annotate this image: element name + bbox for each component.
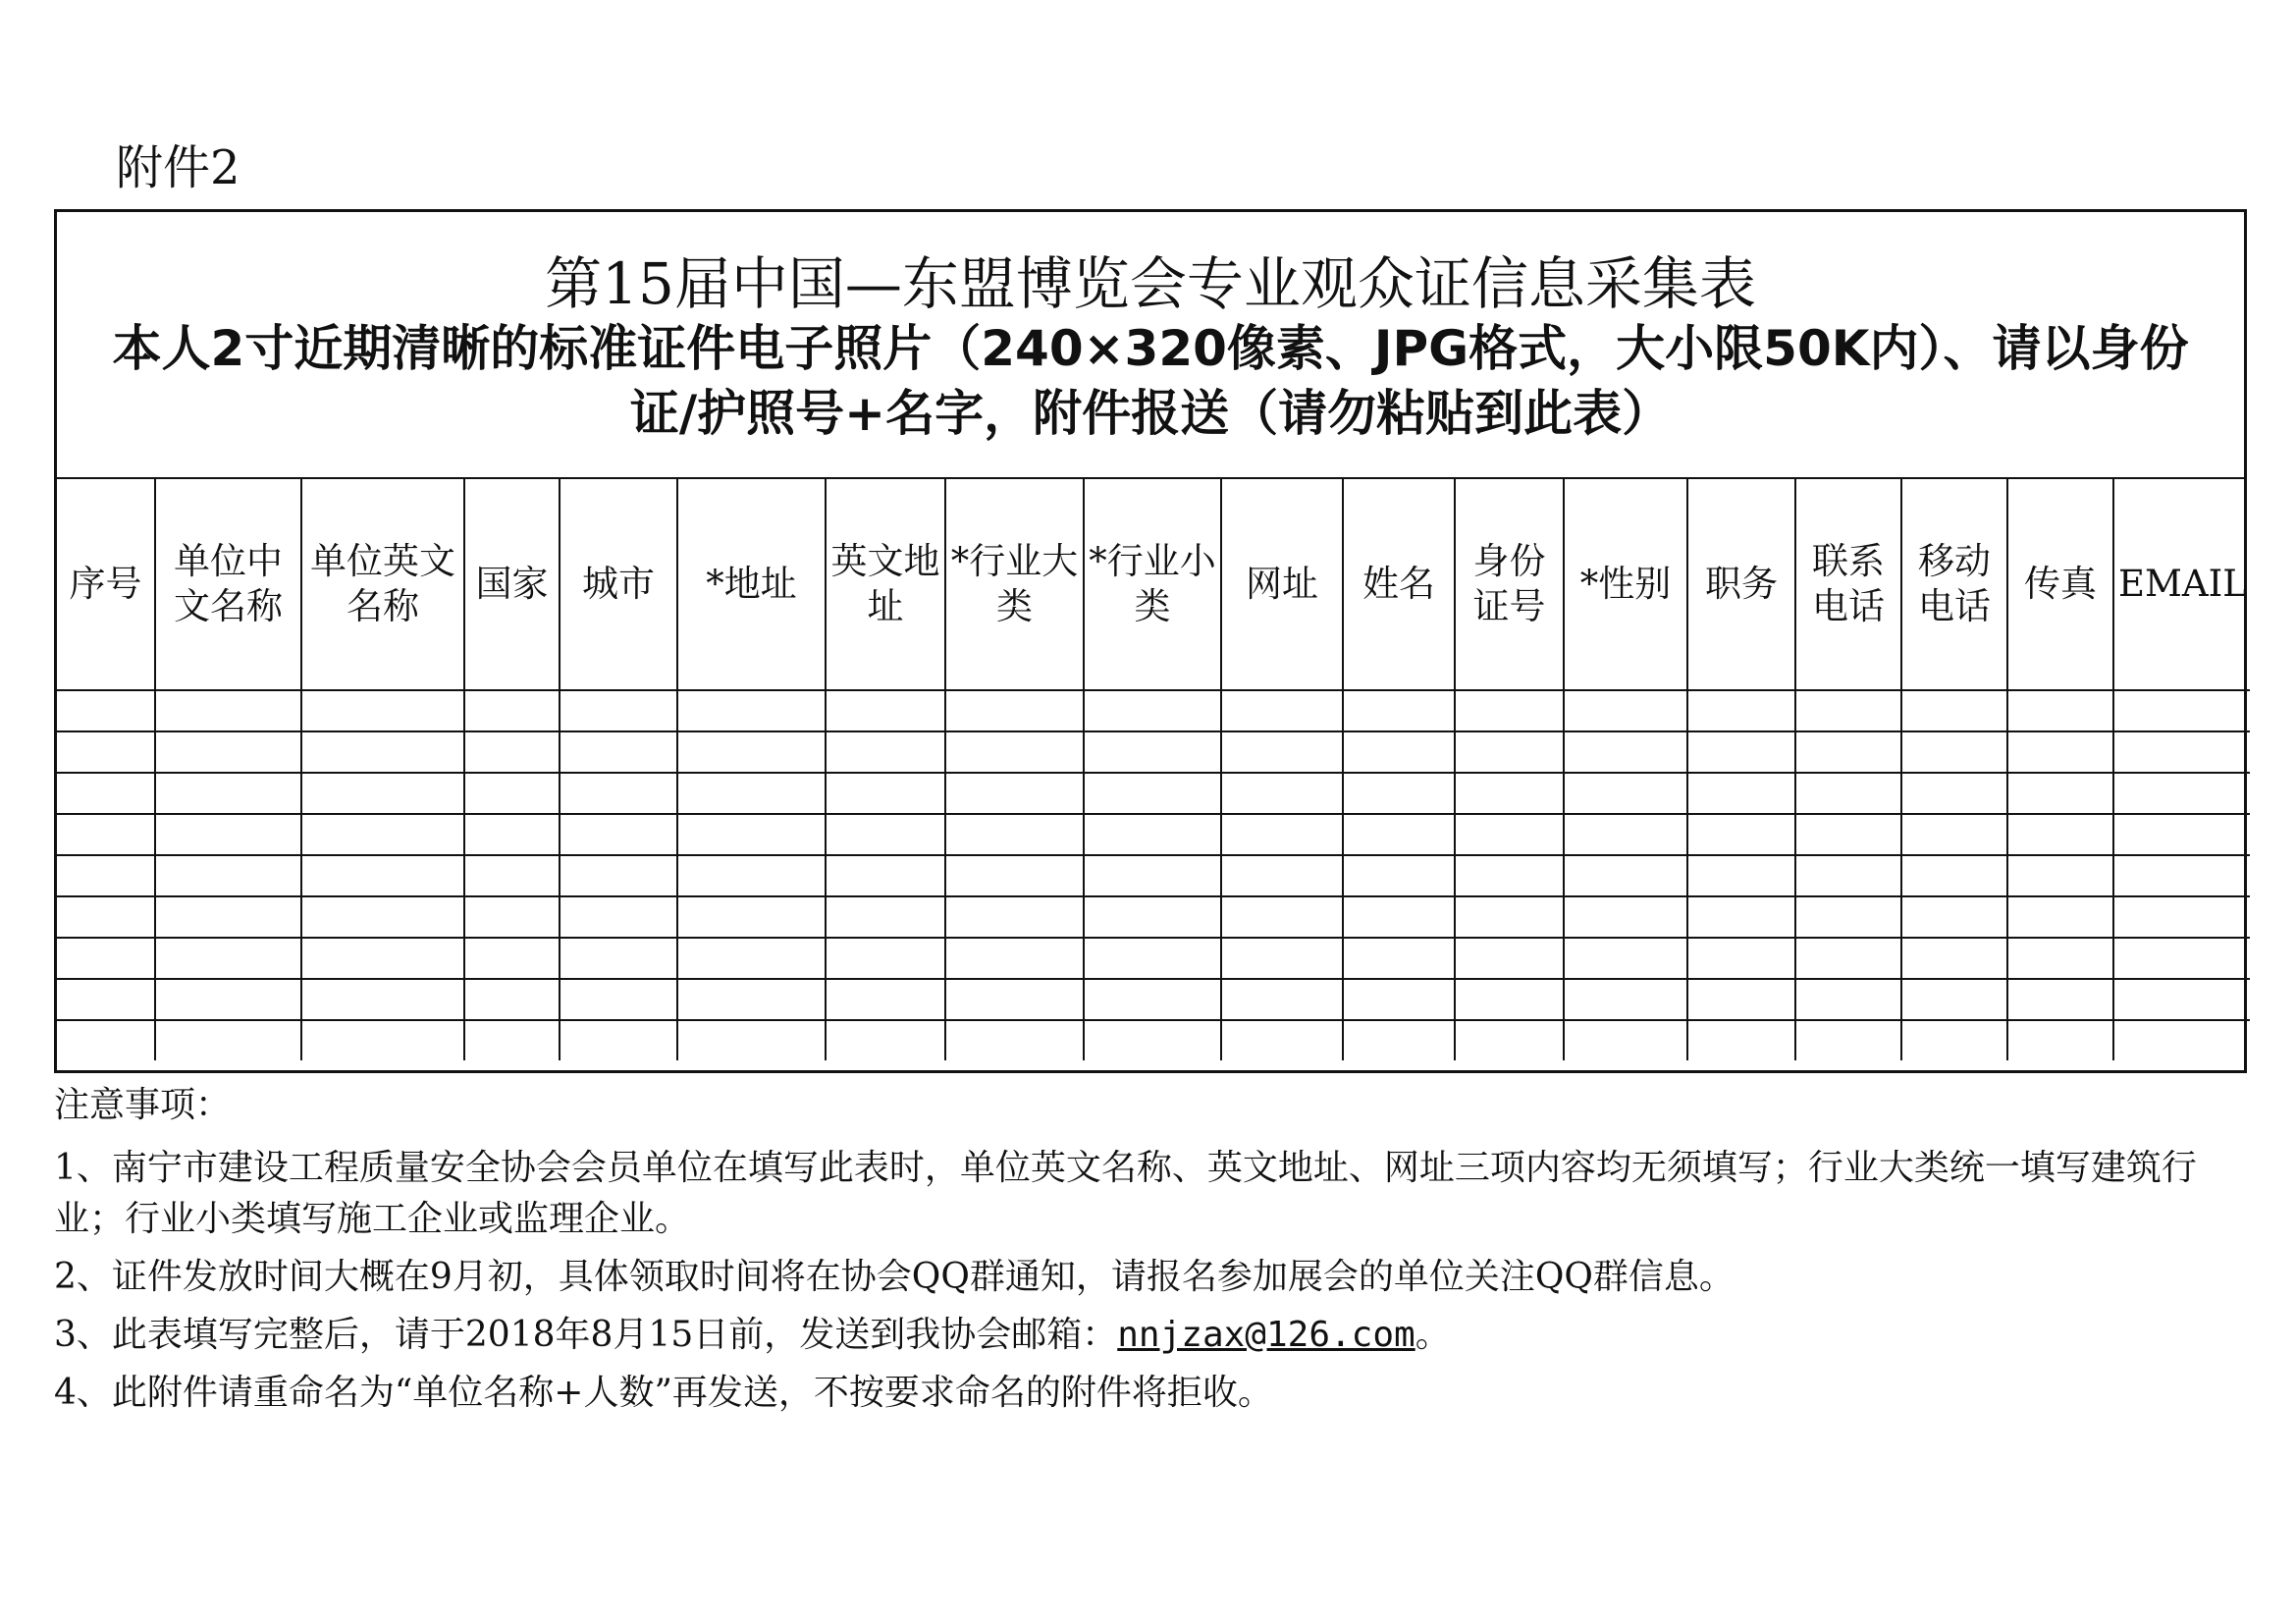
empty-cell[interactable] — [301, 855, 464, 896]
empty-cell[interactable] — [1687, 938, 1795, 979]
empty-cell[interactable] — [560, 731, 677, 773]
empty-cell[interactable] — [464, 896, 560, 938]
form-header — [57, 212, 2244, 479]
empty-cell[interactable] — [57, 896, 155, 938]
empty-cell[interactable] — [1455, 896, 1564, 938]
empty-cell[interactable] — [1343, 814, 1455, 855]
empty-cell[interactable] — [1084, 690, 1221, 731]
empty-cell[interactable] — [1084, 814, 1221, 855]
empty-cell[interactable] — [57, 773, 155, 814]
table-row — [57, 896, 2250, 938]
empty-cell[interactable] — [677, 814, 826, 855]
empty-cell[interactable] — [1084, 773, 1221, 814]
empty-cell[interactable] — [1901, 896, 2007, 938]
column-header: 联系电话 — [1795, 479, 1901, 690]
empty-cell[interactable] — [464, 1020, 560, 1060]
empty-cell[interactable] — [155, 938, 301, 979]
empty-cell[interactable] — [1687, 731, 1795, 773]
empty-cell[interactable] — [1564, 1020, 1687, 1060]
empty-cell[interactable] — [945, 1020, 1084, 1060]
empty-cell[interactable] — [1084, 896, 1221, 938]
empty-cell[interactable] — [1564, 979, 1687, 1020]
empty-cell[interactable] — [1343, 731, 1455, 773]
empty-cell[interactable] — [1687, 814, 1795, 855]
empty-cell[interactable] — [1564, 731, 1687, 773]
empty-cell[interactable] — [1343, 855, 1455, 896]
empty-cell[interactable] — [1455, 773, 1564, 814]
empty-cell[interactable] — [464, 938, 560, 979]
empty-cell[interactable] — [1795, 855, 1901, 896]
table-row — [57, 690, 2250, 731]
note-item — [54, 1310, 2253, 1361]
form-title: 第15届中国—东盟博览会专业观众证信息采集表 — [545, 250, 1756, 317]
column-header: 国家 — [464, 479, 560, 690]
empty-cell[interactable] — [1901, 938, 2007, 979]
notes-section — [54, 1080, 2253, 1426]
table-row — [57, 773, 2250, 814]
empty-cell[interactable] — [1564, 814, 1687, 855]
empty-cell[interactable] — [464, 773, 560, 814]
empty-cell[interactable] — [1343, 773, 1455, 814]
empty-cell[interactable] — [2007, 773, 2113, 814]
note-item: 2、证件发放时间大概在9月初，具体领取时间将在协会QQ群通知，请报名参加展会的单位关注QQ群信息。 — [54, 1257, 1735, 1297]
column-header: 身份证号 — [1455, 479, 1564, 690]
empty-cell[interactable] — [1795, 731, 1901, 773]
empty-cell[interactable] — [945, 773, 1084, 814]
note-text: 。 — [1415, 1315, 1451, 1355]
empty-cell[interactable] — [826, 690, 945, 731]
empty-cell[interactable] — [155, 773, 301, 814]
empty-cell[interactable] — [1795, 1020, 1901, 1060]
empty-cell[interactable] — [826, 731, 945, 773]
empty-cell[interactable] — [1564, 690, 1687, 731]
empty-cell[interactable] — [2007, 938, 2113, 979]
empty-cell[interactable] — [1221, 773, 1343, 814]
info-table — [57, 479, 2250, 1060]
column-header: EMAIL — [2113, 479, 2250, 690]
empty-cell[interactable] — [826, 896, 945, 938]
empty-cell[interactable] — [1343, 938, 1455, 979]
form-subtitle: 本人2寸近期清晰的标准证件电子照片（240×320像素、JPG格式，大小限50K内）、请以身份证/护照号+名字，附件报送（请勿粘贴到此表） — [112, 320, 2189, 442]
empty-cell[interactable] — [1455, 1020, 1564, 1060]
table-row — [57, 1020, 2250, 1060]
empty-cell[interactable] — [677, 896, 826, 938]
column-header: 职务 — [1687, 479, 1795, 690]
empty-cell[interactable] — [677, 690, 826, 731]
column-header: *行业大类 — [945, 479, 1084, 690]
empty-cell[interactable] — [677, 731, 826, 773]
empty-cell[interactable] — [1455, 855, 1564, 896]
empty-cell[interactable] — [1687, 1020, 1795, 1060]
table-row — [57, 979, 2250, 1020]
empty-cell[interactable] — [2113, 938, 2250, 979]
empty-cell[interactable] — [1795, 690, 1901, 731]
empty-cell[interactable] — [560, 938, 677, 979]
empty-cell[interactable] — [1687, 979, 1795, 1020]
empty-cell[interactable] — [945, 896, 1084, 938]
empty-cell[interactable] — [1901, 690, 2007, 731]
column-header: 英文地址 — [826, 479, 945, 690]
empty-cell[interactable] — [826, 979, 945, 1020]
empty-cell[interactable] — [1221, 896, 1343, 938]
empty-cell[interactable] — [57, 731, 155, 773]
empty-cell[interactable] — [1455, 690, 1564, 731]
empty-cell[interactable] — [1564, 773, 1687, 814]
empty-cell[interactable] — [464, 731, 560, 773]
empty-cell[interactable] — [57, 1020, 155, 1060]
empty-cell[interactable] — [2007, 855, 2113, 896]
empty-cell[interactable] — [1795, 814, 1901, 855]
empty-cell[interactable] — [945, 690, 1084, 731]
empty-cell[interactable] — [464, 979, 560, 1020]
table-header-row — [57, 479, 2250, 690]
empty-cell[interactable] — [945, 979, 1084, 1020]
empty-cell[interactable] — [560, 1020, 677, 1060]
empty-cell[interactable] — [2113, 896, 2250, 938]
table-row — [57, 731, 2250, 773]
empty-cell[interactable] — [1084, 979, 1221, 1020]
empty-cell[interactable] — [826, 773, 945, 814]
empty-cell[interactable] — [1687, 690, 1795, 731]
empty-cell[interactable] — [945, 731, 1084, 773]
empty-cell[interactable] — [945, 814, 1084, 855]
empty-cell[interactable] — [1795, 896, 1901, 938]
empty-cell[interactable] — [57, 979, 155, 1020]
empty-cell[interactable] — [560, 979, 677, 1020]
empty-cell[interactable] — [826, 1020, 945, 1060]
column-header: *行业小类 — [1084, 479, 1221, 690]
empty-cell[interactable] — [2113, 979, 2250, 1020]
empty-cell[interactable] — [2007, 1020, 2113, 1060]
empty-cell[interactable] — [2113, 731, 2250, 773]
empty-cell[interactable] — [1084, 938, 1221, 979]
empty-cell[interactable] — [301, 814, 464, 855]
empty-cell[interactable] — [677, 1020, 826, 1060]
empty-cell[interactable] — [1687, 773, 1795, 814]
empty-cell[interactable] — [677, 773, 826, 814]
empty-cell[interactable] — [677, 979, 826, 1020]
column-header: 网址 — [1221, 479, 1343, 690]
empty-cell[interactable] — [826, 855, 945, 896]
empty-cell[interactable] — [1901, 773, 2007, 814]
empty-cell[interactable] — [1687, 855, 1795, 896]
empty-cell[interactable] — [464, 855, 560, 896]
empty-cell[interactable] — [826, 814, 945, 855]
empty-cell[interactable] — [560, 814, 677, 855]
empty-cell[interactable] — [1084, 855, 1221, 896]
empty-cell[interactable] — [1455, 814, 1564, 855]
empty-cell[interactable] — [2007, 896, 2113, 938]
empty-cell[interactable] — [1221, 855, 1343, 896]
empty-cell[interactable] — [155, 814, 301, 855]
empty-cell[interactable] — [560, 690, 677, 731]
column-header: *地址 — [677, 479, 826, 690]
empty-cell[interactable] — [57, 938, 155, 979]
empty-cell[interactable] — [301, 731, 464, 773]
table-row — [57, 855, 2250, 896]
table-row — [57, 814, 2250, 855]
empty-cell[interactable] — [826, 938, 945, 979]
empty-cell[interactable] — [1901, 1020, 2007, 1060]
empty-cell[interactable] — [1795, 938, 1901, 979]
empty-cell[interactable] — [155, 731, 301, 773]
empty-cell[interactable] — [560, 773, 677, 814]
empty-cell[interactable] — [301, 979, 464, 1020]
empty-cell[interactable] — [1795, 979, 1901, 1020]
empty-cell[interactable] — [301, 896, 464, 938]
empty-cell[interactable] — [1343, 979, 1455, 1020]
empty-cell[interactable] — [2007, 979, 2113, 1020]
empty-cell[interactable] — [301, 773, 464, 814]
empty-cell[interactable] — [1343, 690, 1455, 731]
empty-cell[interactable] — [1564, 896, 1687, 938]
empty-cell[interactable] — [464, 690, 560, 731]
column-header: 城市 — [560, 479, 677, 690]
empty-cell[interactable] — [2007, 814, 2113, 855]
column-header: 单位英文名称 — [301, 479, 464, 690]
empty-cell[interactable] — [1343, 896, 1455, 938]
empty-cell[interactable] — [2113, 1020, 2250, 1060]
column-header: 序号 — [57, 479, 155, 690]
column-header: *性别 — [1564, 479, 1687, 690]
empty-cell[interactable] — [1901, 855, 2007, 896]
empty-cell[interactable] — [1455, 731, 1564, 773]
empty-cell[interactable] — [2007, 690, 2113, 731]
empty-cell[interactable] — [301, 938, 464, 979]
email-link[interactable]: nnjzax@126.com — [1117, 1315, 1415, 1355]
empty-cell[interactable] — [301, 1020, 464, 1060]
empty-cell[interactable] — [1084, 1020, 1221, 1060]
empty-cell[interactable] — [560, 855, 677, 896]
empty-cell[interactable] — [1564, 855, 1687, 896]
attachment-label: 附件2 — [116, 140, 240, 195]
empty-cell[interactable] — [2113, 773, 2250, 814]
column-header: 单位中文名称 — [155, 479, 301, 690]
empty-cell[interactable] — [1901, 979, 2007, 1020]
empty-cell[interactable] — [1221, 690, 1343, 731]
column-header: 移动电话 — [1901, 479, 2007, 690]
empty-cell[interactable] — [1084, 731, 1221, 773]
empty-cell[interactable] — [1455, 938, 1564, 979]
empty-cell[interactable] — [57, 855, 155, 896]
empty-cell[interactable] — [1687, 896, 1795, 938]
registration-form — [54, 209, 2247, 1073]
empty-cell[interactable] — [155, 979, 301, 1020]
empty-cell[interactable] — [57, 814, 155, 855]
column-header: 传真 — [2007, 479, 2113, 690]
empty-cell[interactable] — [2007, 731, 2113, 773]
empty-cell[interactable] — [2113, 690, 2250, 731]
empty-cell[interactable] — [1455, 979, 1564, 1020]
empty-cell[interactable] — [155, 855, 301, 896]
empty-cell[interactable] — [677, 855, 826, 896]
empty-cell[interactable] — [1221, 938, 1343, 979]
empty-cell[interactable] — [155, 896, 301, 938]
empty-cell[interactable] — [464, 814, 560, 855]
empty-cell[interactable] — [1221, 979, 1343, 1020]
empty-cell[interactable] — [2113, 814, 2250, 855]
column-header: 姓名 — [1343, 479, 1455, 690]
empty-cell[interactable] — [1795, 773, 1901, 814]
empty-cell[interactable] — [1343, 1020, 1455, 1060]
empty-cell[interactable] — [945, 938, 1084, 979]
empty-cell[interactable] — [1221, 814, 1343, 855]
empty-cell[interactable] — [1221, 731, 1343, 773]
table-body — [57, 690, 2250, 1060]
empty-cell[interactable] — [560, 896, 677, 938]
empty-cell[interactable] — [1564, 938, 1687, 979]
empty-cell[interactable] — [155, 690, 301, 731]
empty-cell[interactable] — [1901, 731, 2007, 773]
empty-cell[interactable] — [155, 1020, 301, 1060]
empty-cell[interactable] — [1221, 1020, 1343, 1060]
empty-cell[interactable] — [677, 938, 826, 979]
empty-cell[interactable] — [57, 690, 155, 731]
note-item: 4、此附件请重命名为“单位名称+人数”再发送，不按要求命名的附件将拒收。 — [54, 1373, 1273, 1413]
notes-title: 注意事项： — [54, 1085, 232, 1125]
empty-cell[interactable] — [2113, 855, 2250, 896]
table-row — [57, 938, 2250, 979]
note-item: 1、南宁市建设工程质量安全协会会员单位在填写此表时，单位英文名称、英文地址、网址三项内容均无须填写；行业大类统一填写建筑行业；行业小类填写施工企业或监理企业。 — [54, 1148, 2197, 1239]
note-text: 3、此表填写完整后，请于2018年8月15日前，发送到我协会邮箱： — [54, 1315, 1118, 1355]
empty-cell[interactable] — [945, 855, 1084, 896]
empty-cell[interactable] — [1901, 814, 2007, 855]
empty-cell[interactable] — [301, 690, 464, 731]
